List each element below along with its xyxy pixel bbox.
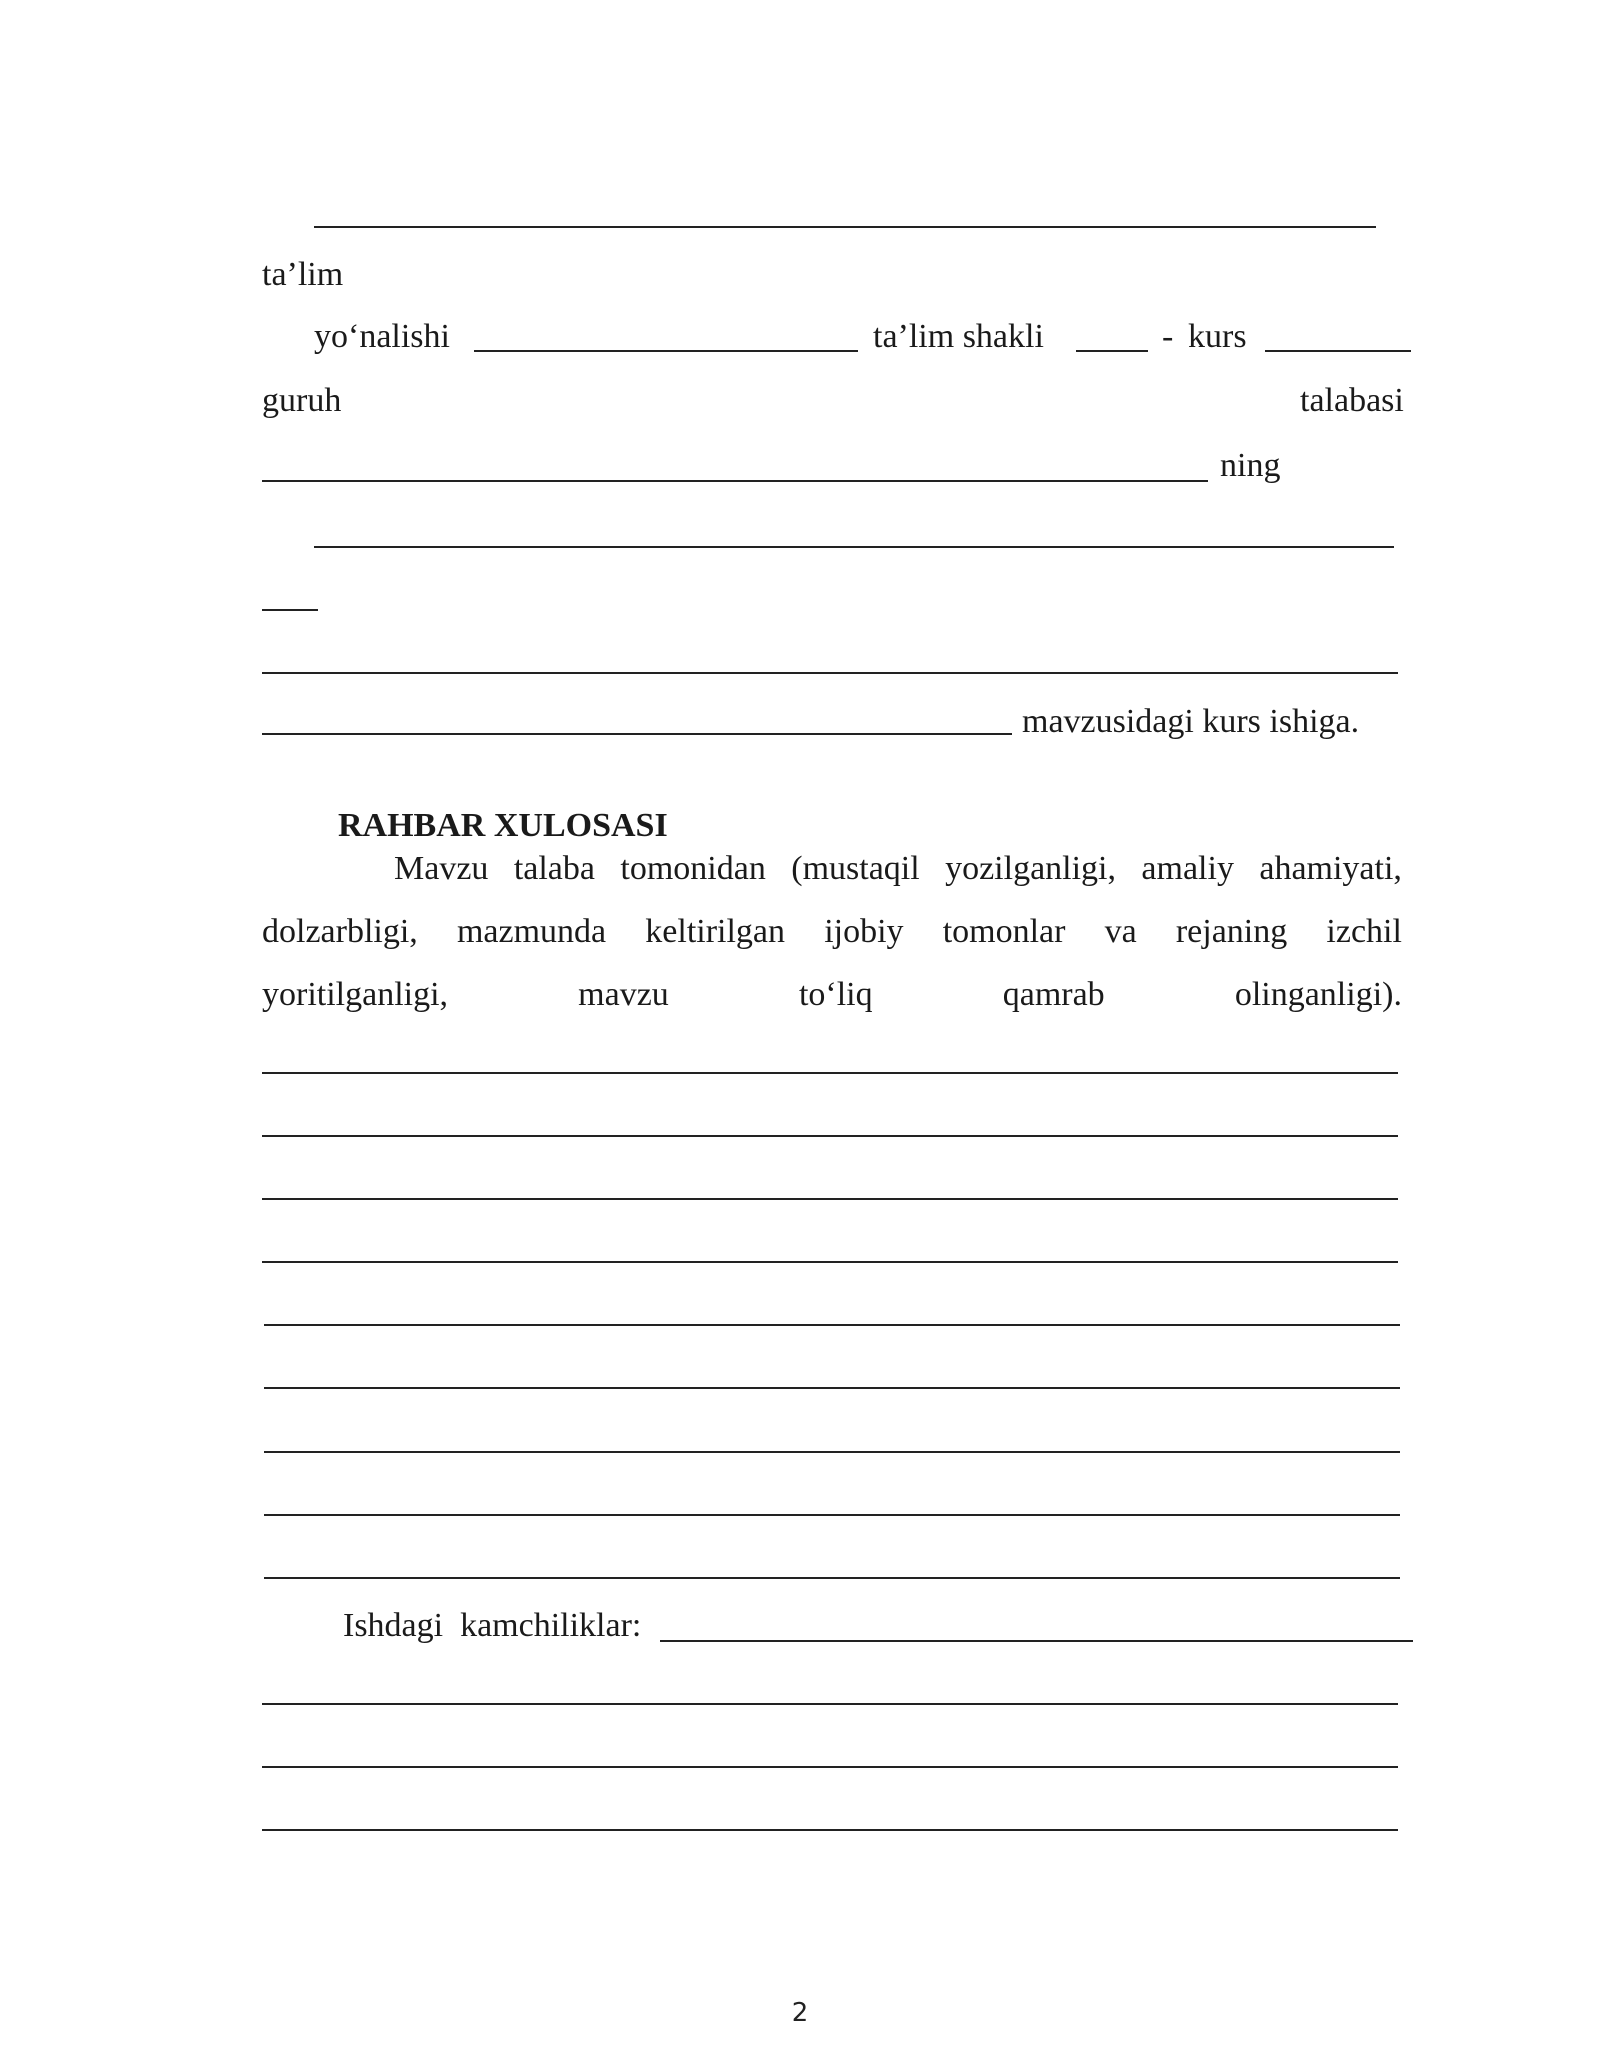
conclusion-blank-line[interactable] bbox=[264, 1451, 1400, 1453]
blank-line[interactable] bbox=[262, 609, 318, 611]
shortcomings-blank-line[interactable] bbox=[262, 1829, 1398, 1831]
paragraph-word: olinganligi). bbox=[1234, 976, 1402, 1013]
conclusion-blank-line[interactable] bbox=[262, 1072, 1398, 1074]
dash-label: - bbox=[1162, 318, 1174, 355]
paragraph-word: ahamiyati, bbox=[1259, 850, 1402, 887]
paragraph-word: mavzu bbox=[578, 976, 669, 1013]
paragraph-word: (mustaqil bbox=[791, 850, 920, 887]
talim-shakli-label: ta’lim shakli bbox=[873, 318, 1044, 355]
shortcomings-blank-line[interactable] bbox=[262, 1703, 1398, 1705]
blank-line[interactable] bbox=[314, 546, 1394, 548]
paragraph-word: tomonlar bbox=[942, 913, 1066, 950]
paragraph-word: amaliy bbox=[1141, 850, 1234, 887]
paragraph-word: rejaning bbox=[1175, 913, 1288, 950]
topic-blank[interactable] bbox=[262, 733, 1012, 735]
talabasi-label: talabasi bbox=[1300, 382, 1404, 419]
paragraph-word: mazmunda bbox=[456, 913, 607, 950]
talim-label: ta’lim bbox=[262, 256, 344, 293]
course-blank[interactable] bbox=[1265, 350, 1411, 352]
paragraph-word: ijobiy bbox=[824, 913, 904, 950]
paragraph-word: izchil bbox=[1326, 913, 1402, 950]
paragraph-word: Mavzu bbox=[394, 850, 489, 887]
paragraph-word: yoritilganligi, bbox=[262, 976, 449, 1013]
conclusion-paragraph-line bbox=[262, 975, 1402, 1015]
paragraph-word: talaba bbox=[513, 850, 595, 887]
paragraph-word: dolzarbligi, bbox=[262, 913, 418, 950]
paragraph-word: tomonidan bbox=[620, 850, 766, 887]
conclusion-blank-line[interactable] bbox=[264, 1324, 1400, 1326]
paragraph-word: yozilganligi, bbox=[945, 850, 1117, 887]
conclusion-heading: RAHBAR XULOSASI bbox=[338, 807, 668, 844]
conclusion-blank-line[interactable] bbox=[264, 1577, 1400, 1579]
shortcomings-label: Ishdagi kamchiliklar: bbox=[343, 1607, 642, 1644]
paragraph-word: to‘liq bbox=[798, 976, 873, 1013]
conclusion-paragraph-line bbox=[394, 849, 1402, 889]
paragraph-word: va bbox=[1104, 913, 1137, 950]
conclusion-blank-line[interactable] bbox=[264, 1514, 1400, 1516]
student-name-blank[interactable] bbox=[262, 480, 1208, 482]
paragraph-word: qamrab bbox=[1002, 976, 1105, 1013]
mavzusidagi-label: mavzusidagi kurs ishiga. bbox=[1022, 703, 1360, 740]
form-blank[interactable] bbox=[1076, 350, 1148, 352]
paragraph-word: keltirilgan bbox=[645, 913, 786, 950]
conclusion-paragraph-line bbox=[262, 912, 1402, 952]
conclusion-blank-line[interactable] bbox=[262, 1135, 1398, 1137]
yonalishi-label: yo‘nalishi bbox=[314, 318, 450, 355]
guruh-label: guruh bbox=[262, 382, 342, 419]
kurs-label: kurs bbox=[1188, 318, 1247, 355]
ning-label: ning bbox=[1220, 447, 1281, 484]
blank-line[interactable] bbox=[262, 672, 1398, 674]
shortcomings-blank[interactable] bbox=[660, 1640, 1413, 1642]
blank-line[interactable] bbox=[314, 226, 1376, 228]
conclusion-blank-line[interactable] bbox=[264, 1387, 1400, 1389]
direction-blank[interactable] bbox=[474, 350, 858, 352]
conclusion-blank-line[interactable] bbox=[262, 1261, 1398, 1263]
conclusion-blank-line[interactable] bbox=[262, 1198, 1398, 1200]
shortcomings-blank-line[interactable] bbox=[262, 1766, 1398, 1768]
page-number: 2 bbox=[791, 1998, 809, 2028]
